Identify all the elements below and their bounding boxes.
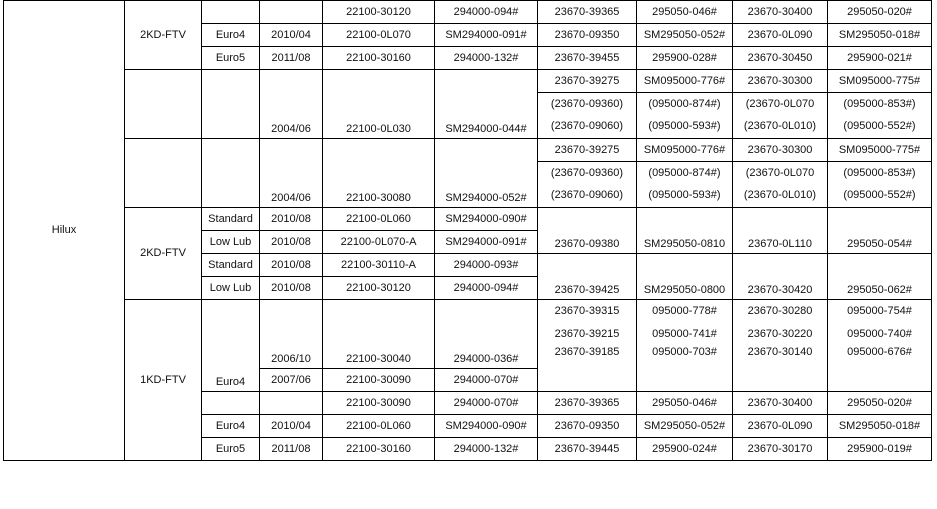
injector1-denso-cell: 295050-046# [637, 1, 733, 24]
injector2-part-cell: 23670-0L090 [733, 24, 828, 47]
injector2-denso-cell: (095000-853#) [828, 162, 932, 185]
injector2-part-cell: 23670-30400 [733, 392, 828, 415]
table-row [4, 1, 932, 24]
pump-denso-cell: 294000-070# [435, 392, 538, 415]
injector2-denso-cell: 295050-020# [828, 392, 932, 415]
pump-part-cell: 22100-30120 [323, 277, 435, 300]
injector1-denso-cell: 295900-028# [637, 47, 733, 70]
injector1-denso-cell: (095000-593#) [637, 116, 733, 139]
injector1-denso-cell: SM295050-052# [637, 24, 733, 47]
pump-part-cell: 22100-30160 [323, 438, 435, 461]
injector2-denso-cell: SM095000-775# [828, 139, 932, 162]
injector2-denso-cell: 295050-054# [828, 208, 932, 254]
injector1-denso-cell: 095000-741# [637, 323, 733, 346]
injector1-part-cell: 23670-39275 [538, 139, 637, 162]
injector1-part-cell: 23670-09350 [538, 415, 637, 438]
injector2-part-cell: 23670-30420 [733, 254, 828, 300]
date-cell: 2010/04 [260, 24, 323, 47]
engine-code-empty-cell [125, 139, 202, 208]
date-cell: 2010/08 [260, 231, 323, 254]
date-cell: 2004/06 [260, 139, 323, 208]
pump-denso-cell: SM294000-090# [435, 415, 538, 438]
pump-part-cell: 22100-0L030 [323, 70, 435, 139]
injector2-part-cell: 23670-30300 [733, 139, 828, 162]
injector2-part-cell: 23670-30280 [733, 300, 828, 323]
pump-denso-cell: 294000-094# [435, 1, 538, 24]
date-cell: 2011/08 [260, 438, 323, 461]
variant-cell: Euro5 [202, 438, 260, 461]
injector2-part-cell: (23670-0L010) [733, 185, 828, 208]
pump-part-cell: 22100-30160 [323, 47, 435, 70]
injector2-denso-cell: 095000-676# [828, 346, 932, 392]
injector1-denso-cell: (095000-874#) [637, 162, 733, 185]
pump-denso-cell: 294000-093# [435, 254, 538, 277]
injector2-part-cell: 23670-30450 [733, 47, 828, 70]
engine-code-empty-cell [125, 70, 202, 139]
injector2-denso-cell: (095000-552#) [828, 116, 932, 139]
variant-cell: Euro4 [202, 300, 260, 392]
engine-code-cell: 2KD-FTV [125, 1, 202, 70]
injector2-part-cell: (23670-0L070 [733, 162, 828, 185]
injector2-denso-cell: (095000-853#) [828, 93, 932, 116]
variant-cell: Standard [202, 254, 260, 277]
injector1-part-cell: 23670-39365 [538, 1, 637, 24]
injector1-part-cell: (23670-09360) [538, 162, 637, 185]
injector1-part-cell: 23670-09350 [538, 24, 637, 47]
pump-part-cell: 22100-30080 [323, 139, 435, 208]
date-cell: 2010/08 [260, 277, 323, 300]
injector1-part-cell: (23670-09060) [538, 116, 637, 139]
engine-code-cell: 1KD-FTV [125, 300, 202, 461]
variant-cell: Low Lub [202, 231, 260, 254]
variant-cell: Euro4 [202, 24, 260, 47]
variant-cell [202, 392, 260, 415]
table-row [4, 139, 932, 162]
injector2-denso-cell: SM295050-018# [828, 24, 932, 47]
injector2-part-cell: (23670-0L070 [733, 93, 828, 116]
pump-denso-cell: 294000-094# [435, 277, 538, 300]
injector1-part-cell: 23670-39455 [538, 47, 637, 70]
table-row [4, 208, 932, 231]
injector1-part-cell: (23670-09360) [538, 93, 637, 116]
injector1-part-cell: 23670-39185 [538, 346, 637, 392]
injector1-part-cell: 23670-39315 [538, 300, 637, 323]
injector1-denso-cell: SM295050-0810 [637, 208, 733, 254]
injector1-part-cell: 23670-39215 [538, 323, 637, 346]
injector1-denso-cell: SM295050-052# [637, 415, 733, 438]
injector1-denso-cell: SM295050-0800 [637, 254, 733, 300]
pump-denso-cell: 294000-132# [435, 47, 538, 70]
pump-denso-cell: SM294000-091# [435, 24, 538, 47]
injector1-denso-cell: 295050-046# [637, 392, 733, 415]
injector2-part-cell: 23670-30400 [733, 1, 828, 24]
injector2-denso-cell: (095000-552#) [828, 185, 932, 208]
variant-cell [202, 1, 260, 24]
date-cell: 2010/08 [260, 208, 323, 231]
pump-part-cell: 22100-30090 [323, 369, 435, 392]
table-row [4, 70, 932, 93]
injector2-part-cell: 23670-0L110 [733, 208, 828, 254]
injector2-denso-cell: 095000-740# [828, 323, 932, 346]
injector2-part-cell: (23670-0L010) [733, 116, 828, 139]
date-cell: 2004/06 [260, 70, 323, 139]
pump-part-cell: 22100-30040 [323, 300, 435, 369]
pump-part-cell: 22100-0L060 [323, 208, 435, 231]
injector2-part-cell: 23670-30220 [733, 323, 828, 346]
pump-part-cell: 22100-30120 [323, 1, 435, 24]
variant-cell: Standard [202, 208, 260, 231]
parts-cross-reference-table [3, 0, 932, 461]
injector1-part-cell: 23670-39445 [538, 438, 637, 461]
injector1-part-cell: 23670-39275 [538, 70, 637, 93]
variant-cell [202, 70, 260, 139]
pump-part-cell: 22100-0L070 [323, 24, 435, 47]
injector2-denso-cell: 295050-062# [828, 254, 932, 300]
injector1-denso-cell: 295900-024# [637, 438, 733, 461]
injector2-denso-cell: 095000-754# [828, 300, 932, 323]
pump-denso-cell: 294000-036# [435, 300, 538, 369]
injector2-denso-cell: SM095000-775# [828, 70, 932, 93]
variant-cell: Euro4 [202, 415, 260, 438]
pump-part-cell: 22100-0L070-A [323, 231, 435, 254]
injector2-part-cell: 23670-0L090 [733, 415, 828, 438]
variant-cell [202, 139, 260, 208]
pump-part-cell: 22100-30090 [323, 392, 435, 415]
injector1-denso-cell: SM095000-776# [637, 70, 733, 93]
variant-cell: Low Lub [202, 277, 260, 300]
injector2-denso-cell: SM295050-018# [828, 415, 932, 438]
vehicle-model-cell: Hilux [4, 1, 125, 461]
pump-part-cell: 22100-30110-A [323, 254, 435, 277]
injector1-part-cell: 23670-09380 [538, 208, 637, 254]
date-cell: 2007/06 [260, 369, 323, 392]
injector1-denso-cell: 095000-778# [637, 300, 733, 323]
injector1-denso-cell: 095000-703# [637, 346, 733, 392]
injector1-denso-cell: (095000-874#) [637, 93, 733, 116]
injector1-part-cell: 23670-39425 [538, 254, 637, 300]
injector1-denso-cell: SM095000-776# [637, 139, 733, 162]
pump-denso-cell: 294000-070# [435, 369, 538, 392]
date-cell [260, 1, 323, 24]
pump-denso-cell: SM294000-052# [435, 139, 538, 208]
table-row [4, 300, 932, 323]
variant-cell: Euro5 [202, 47, 260, 70]
pump-denso-cell: SM294000-090# [435, 208, 538, 231]
date-cell: 2010/04 [260, 415, 323, 438]
injector2-denso-cell: 295900-021# [828, 47, 932, 70]
injector2-part-cell: 23670-30170 [733, 438, 828, 461]
injector2-part-cell: 23670-30300 [733, 70, 828, 93]
pump-denso-cell: SM294000-091# [435, 231, 538, 254]
date-cell: 2010/08 [260, 254, 323, 277]
pump-denso-cell: SM294000-044# [435, 70, 538, 139]
injector1-denso-cell: (095000-593#) [637, 185, 733, 208]
date-cell [260, 392, 323, 415]
date-cell: 2011/08 [260, 47, 323, 70]
injector1-part-cell: (23670-09060) [538, 185, 637, 208]
pump-denso-cell: 294000-132# [435, 438, 538, 461]
pump-part-cell: 22100-0L060 [323, 415, 435, 438]
injector2-part-cell: 23670-30140 [733, 346, 828, 392]
injector2-denso-cell: 295900-019# [828, 438, 932, 461]
date-cell: 2006/10 [260, 300, 323, 369]
injector1-part-cell: 23670-39365 [538, 392, 637, 415]
engine-code-cell: 2KD-FTV [125, 208, 202, 300]
injector2-denso-cell: 295050-020# [828, 1, 932, 24]
